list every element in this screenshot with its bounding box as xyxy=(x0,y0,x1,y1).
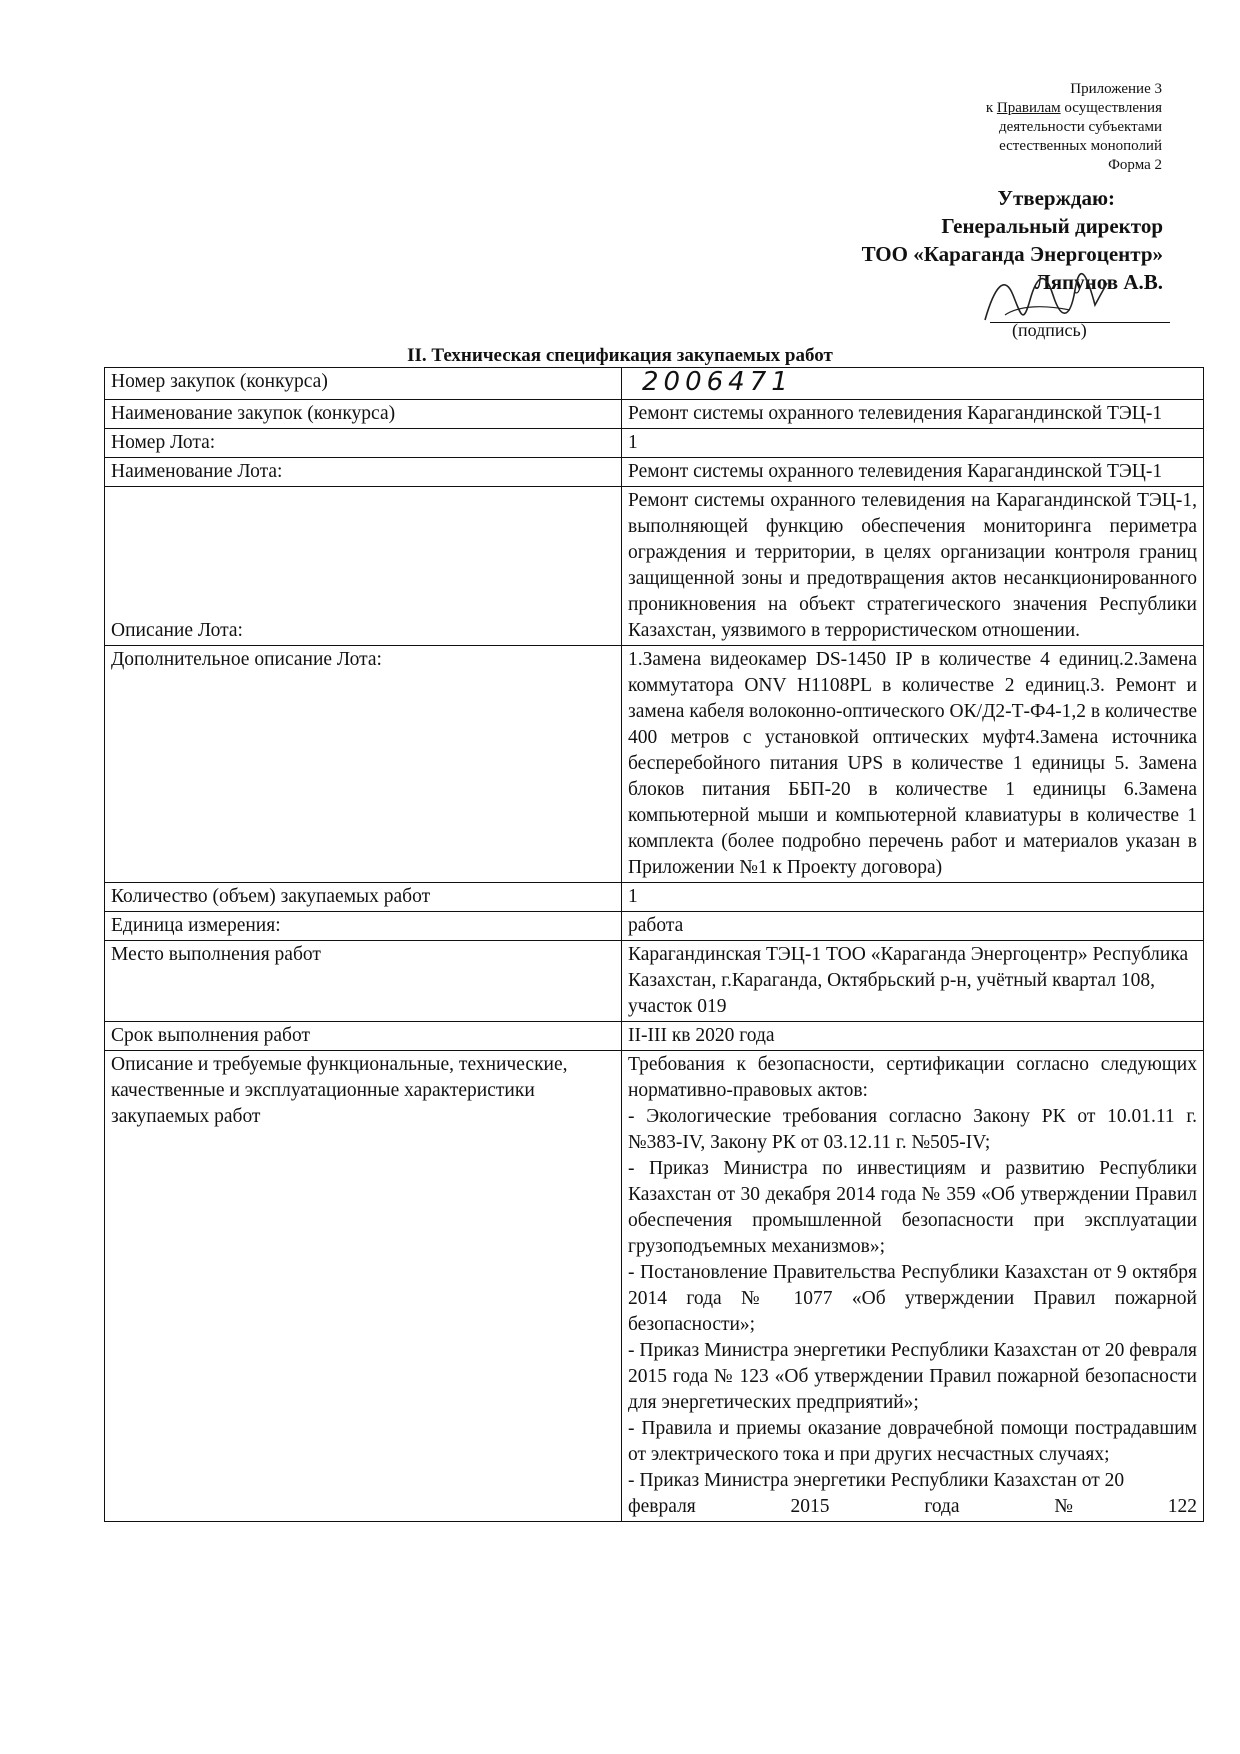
approver-company: ТОО «Караганда Энергоцентр» xyxy=(861,242,1163,266)
table-row xyxy=(105,487,1204,646)
procurement-number-value xyxy=(622,368,1204,400)
lot-description-label: Описание Лота: xyxy=(105,487,622,646)
appendix-header xyxy=(802,80,1162,175)
table-row xyxy=(105,912,1204,941)
quantity-label: Количество (объем) закупаемых работ xyxy=(105,883,622,912)
table-row xyxy=(105,883,1204,912)
approver-position: Генеральный директор xyxy=(941,214,1163,238)
table-row xyxy=(105,368,1204,400)
handwritten-number: 2006471 xyxy=(642,367,793,397)
place-value: Карагандинская ТЭЦ-1 ТОО «Караганда Энергоцентр» Республика Казахстан, г.Караганда, Октябрьский р-н, учётный квартал 108, участок 019 xyxy=(622,941,1204,1022)
requirement-item: - Постановление Правительства Республики Казахстан от 9 октября 2014 года № 1077 «Об утверждении Правил пожарной безопасности»; xyxy=(628,1262,1197,1335)
table-row xyxy=(105,646,1204,883)
table-row xyxy=(105,941,1204,1022)
unit-label: Единица измерения: xyxy=(105,912,622,941)
document-title: II. Техническая спецификация закупаемых работ xyxy=(407,345,833,366)
lot-name-label: Наименование Лота: xyxy=(105,458,622,487)
form-number: Форма 2 xyxy=(1108,157,1162,173)
appendix-rules-line: к Правилам осуществления xyxy=(985,100,1162,116)
lot-number-label: Номер Лота: xyxy=(105,429,622,458)
appendix-number: Приложение 3 xyxy=(1070,81,1162,97)
appendix-line3: деятельности субъектами xyxy=(998,119,1162,135)
table-row xyxy=(105,400,1204,429)
appendix-line4: естественных монополий xyxy=(999,138,1162,154)
table-row xyxy=(105,1051,1204,1522)
lot-description-value: Ремонт системы охранного телевидения на Карагандинской ТЭЦ-1, выполняющей функцию обеспечения мониторинга периметра ограждения и территории, в целях организации контроля границ защищенной зоны и предотвращения актов несанкционированного проникновения на объект стратегического значения Республики Казахстан, уязвимого в террористическом отношении. xyxy=(622,487,1204,646)
procurement-number-label: Номер закупок (конкурса) xyxy=(105,368,622,400)
table-row xyxy=(105,429,1204,458)
signature-label: (подпись) xyxy=(1012,320,1087,340)
lot-additional-value: 1.Замена видеокамер DS-1450 IP в количестве 4 единиц.2.Замена коммутатора ONV H1108PL в количестве 2 единиц.3. Ремонт и замена кабеля волоконно-оптического ОК/Д2-Т-Ф4-1,2 в количестве 400 метров с установкой оптических муфт4.Замена источника бесперебойного питания UPS в количестве 1 единицы 5. Замена блоков питания ББП-20 в количестве 1 единицы 6.Замена компьютерной мыши и компьютерной клавиатуры в количестве 1 комплекта (более подробно перечень работ и материалов указан в Приложении №1 к Проекту договора) xyxy=(622,646,1204,883)
unit-value: работа xyxy=(622,912,1204,941)
rules-link[interactable]: Правилам xyxy=(996,100,1061,116)
place-label: Место выполнения работ xyxy=(105,941,622,1022)
lot-name-value: Ремонт системы охранного телевидения Карагандинской ТЭЦ-1 xyxy=(622,458,1204,487)
requirement-item: - Приказ Министра энергетики Республики Казахстан от 20 февраля 2015 года № 123 «Об утверждении Правил пожарной безопасности для энергетических предприятий»; xyxy=(628,1340,1197,1413)
term-value: II-III кв 2020 года xyxy=(622,1022,1204,1051)
requirement-item: - Приказ Министра энергетики Республики Казахстан от 20 xyxy=(628,1470,1125,1491)
lot-additional-label: Дополнительное описание Лота: xyxy=(105,646,622,883)
procurement-name-label: Наименование закупок (конкурса) xyxy=(105,400,622,429)
procurement-name-value: Ремонт системы охранного телевидения Карагандинской ТЭЦ-1 xyxy=(622,400,1204,429)
specification-table xyxy=(104,367,1204,1522)
requirement-item: - Приказ Министра по инвестициям и развитию Республики Казахстан от 30 декабря 2014 года № 359 «Об утверждении Правил обеспечения промышленной безопасности при эксплуатации грузоподъемных механизмов»; xyxy=(628,1158,1197,1257)
term-label: Срок выполнения работ xyxy=(105,1022,622,1051)
table-row xyxy=(105,1022,1204,1051)
requirement-item: - Экологические требования согласно Закону РК от 10.01.11 г. №383-IV, Закону РК от 03.12.11 г. №505-IV; xyxy=(628,1106,1197,1153)
requirements-intro: Требования к безопасности, сертификации согласно следующих нормативно-правовых актов: xyxy=(628,1054,1197,1101)
requirement-item-continuation: февраля 2015 года № 122 xyxy=(628,1496,1197,1517)
requirement-item: - Правила и приемы оказание доврачебной помощи пострадавшим от электрического тока и при других несчастных случаях; xyxy=(628,1418,1197,1465)
approver-name: Ляпунов А.В. xyxy=(1035,270,1163,294)
approve-heading: Утверждаю: xyxy=(997,186,1115,210)
requirements-label: Описание и требуемые функциональные, технические, качественные и эксплуатационные характеристики закупаемых работ xyxy=(105,1051,622,1522)
quantity-value: 1 xyxy=(622,883,1204,912)
requirements-value xyxy=(622,1051,1204,1522)
table-row xyxy=(105,458,1204,487)
lot-number-value: 1 xyxy=(622,429,1204,458)
